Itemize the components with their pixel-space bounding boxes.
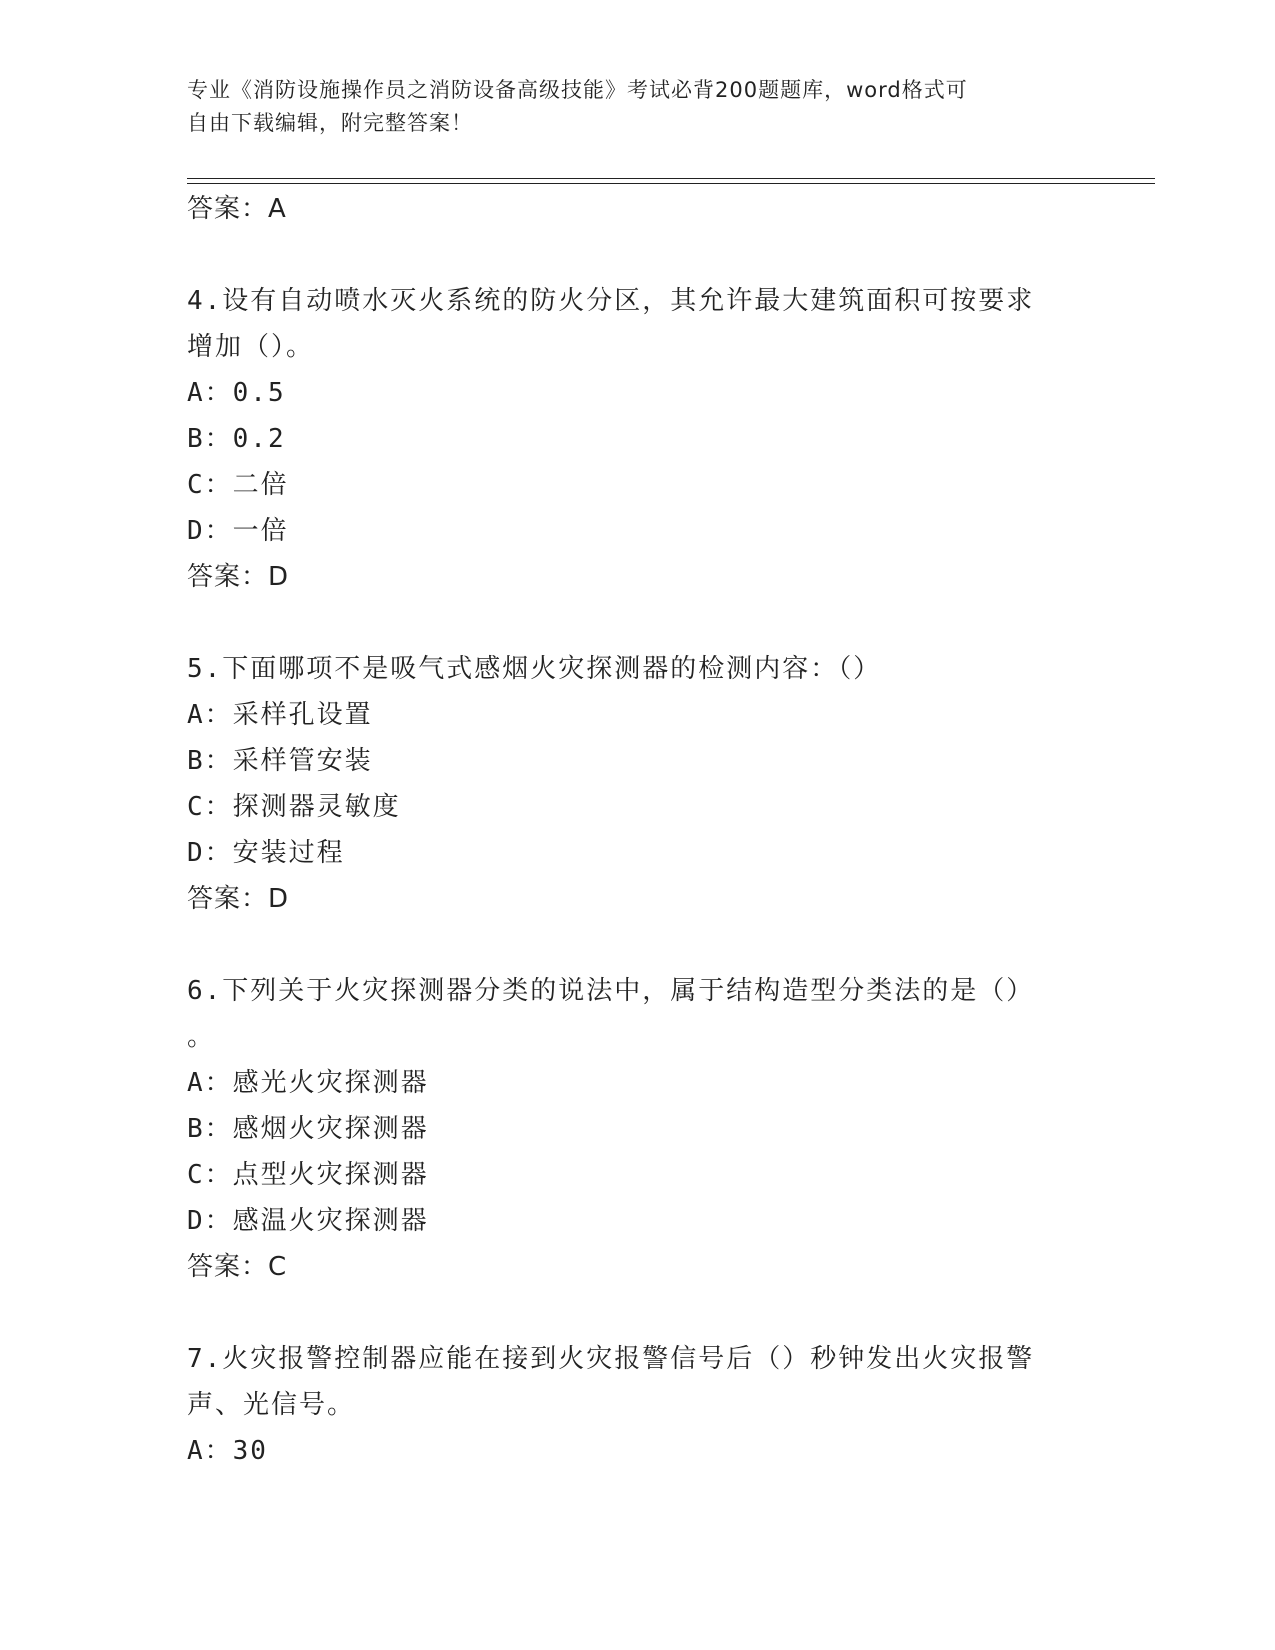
question-7: [187, 1336, 1087, 1474]
question-5: [187, 646, 1087, 922]
question-4: [187, 278, 1087, 600]
option-c: C：点型火灾探测器: [187, 1160, 429, 1190]
question-text: 增加（）。: [187, 332, 315, 362]
option-d: D：一倍: [187, 516, 289, 546]
header-line-1: 专业《消防设施操作员之消防设备高级技能》考试必背200题题库，word格式可: [187, 78, 968, 102]
answer-line: 答案：D: [187, 884, 290, 914]
answer-line: 答案：C: [187, 1252, 288, 1282]
answer-line: 答案：A: [187, 194, 287, 224]
document-header: [187, 74, 1067, 140]
option-a: A：感光火灾探测器: [187, 1068, 429, 1098]
option-d: D：安装过程: [187, 838, 345, 868]
option-b: B：感烟火灾探测器: [187, 1114, 429, 1144]
option-a: A：0.5: [187, 378, 286, 408]
option-a: A：采样孔设置: [187, 700, 373, 730]
option-b: B：采样管安装: [187, 746, 373, 776]
option-d: D：感温火灾探测器: [187, 1206, 429, 1236]
question-text: 声、光信号。: [187, 1390, 356, 1420]
question-list: [187, 186, 1087, 1474]
question-text: 6.下列关于火灾探测器分类的说法中，属于结构造型分类法的是（）: [187, 976, 1035, 1006]
answer-line: 答案：D: [187, 562, 290, 592]
header-divider-bottom: [187, 183, 1155, 184]
header-divider-top: [187, 178, 1155, 179]
option-c: C：二倍: [187, 470, 289, 500]
question-text: 7.火灾报警控制器应能在接到火灾报警信号后（）秒钟发出火灾报警: [187, 1344, 1035, 1374]
question-text: 。: [187, 1022, 216, 1052]
header-line-2: 自由下载编辑，附完整答案！: [187, 111, 473, 135]
question-text: 5.下面哪项不是吸气式感烟火灾探测器的检测内容：（）: [187, 654, 882, 684]
question-6: [187, 968, 1087, 1290]
option-c: C：探测器灵敏度: [187, 792, 401, 822]
option-a: A：30: [187, 1436, 268, 1466]
option-b: B：0.2: [187, 424, 286, 454]
question-text: 4.设有自动喷水灭火系统的防火分区，其允许最大建筑面积可按要求: [187, 286, 1035, 316]
